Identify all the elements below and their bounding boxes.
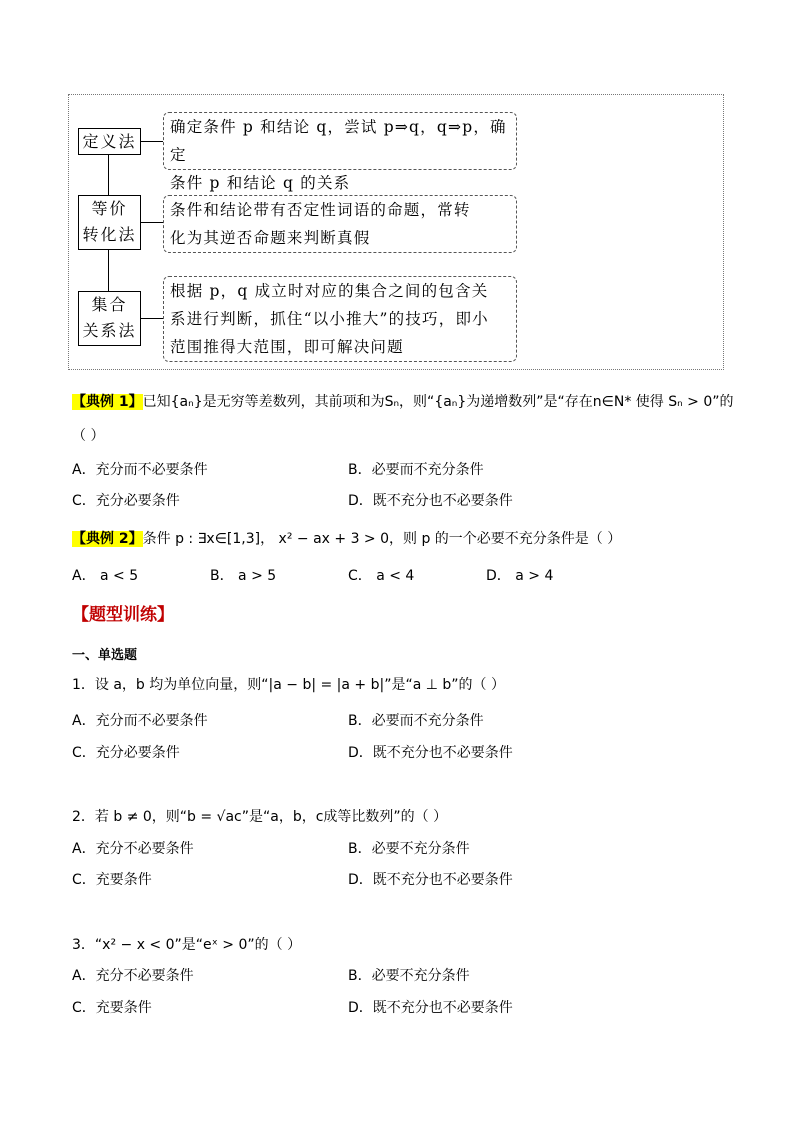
desc-line: 化为其逆否命题来判断真假 [170,229,371,247]
option-d: D．既不充分也不必要条件 [348,493,513,509]
option-a: A． a < 5 [72,568,139,584]
option-a: A．充分不必要条件 [72,841,194,857]
method-label-line: 关系法 [82,321,137,340]
option-d: D． a > 4 [486,568,554,584]
example-1-stem [72,392,734,412]
method-label-line: 等价 [91,199,128,218]
option-c: C．充分必要条件 [72,745,180,761]
desc-line: 根据 p，q 成立时对应的集合之间的包含关 [170,282,489,300]
desc-line: 范围推得大范围，即可解决问题 [170,338,404,356]
option-c: C．充分必要条件 [72,493,180,509]
method-label-line: 集合 [91,295,128,314]
desc-line: 确定条件 p 和结论 q，尝试 p⇒q，q⇒p，确定 [170,118,507,164]
option-b: B．必要而不充分条件 [348,462,484,478]
option-c: C．充要条件 [72,1000,152,1016]
option-c: C．充要条件 [72,872,152,888]
example-stem-text: 已知{aₙ}是无穷等差数列，其前项和为Sₙ，则“{aₙ}为递增数列”是“存在n∈N* 使得 Sₙ > 0”的 [142,394,734,410]
option-d: D．既不充分也不必要条件 [348,745,513,761]
option-b: B．必要不充分条件 [348,841,470,857]
desc-line: 条件 p 和结论 q 的关系 [170,174,351,192]
example-tag: 【典例 2】 [72,531,143,547]
answer-paren: （ ） [72,428,105,444]
question-1-stem: 1．设 a，b 均为单位向量，则“|a − b| = |a + b|”是“a ⊥ b”的（ ） [72,677,505,693]
option-d: D．既不充分也不必要条件 [348,1000,513,1016]
option-b: B．必要而不充分条件 [348,713,484,729]
example-tag: 【典例 1】 [72,394,143,410]
example-2-stem [72,529,621,549]
method-description-box [163,195,517,253]
desc-line: 系进行判断，抓住“以小推大”的技巧，即小 [170,310,489,328]
method-box-equivalence [78,195,141,250]
method-description-box [163,276,517,362]
option-b: B．必要不充分条件 [348,968,470,984]
option-c: C． a < 4 [348,568,415,584]
example-stem-text: 条件 p : ∃x∈[1,3]， x² − ax + 3 > 0，则 p 的一个必要不充分条件是（ ） [142,531,622,547]
section-title: 【题型训练】 [72,605,174,625]
question-3-stem: 3．“x² − x < 0”是“eˣ > 0”的（ ） [72,937,302,953]
option-a: A．充分而不必要条件 [72,462,208,478]
method-description-box [163,112,517,192]
connector-line [141,318,163,319]
option-d: D．既不充分也不必要条件 [348,872,513,888]
connector-line [141,141,163,142]
question-2-stem: 2．若 b ≠ 0，则“b = √ac”是“a，b，c成等比数列”的（ ） [72,809,448,825]
method-box-set-relation [78,291,141,346]
option-a: A．充分不必要条件 [72,968,194,984]
option-b: B． a > 5 [210,568,277,584]
method-label: 定义法 [82,132,137,151]
option-a: A．充分而不必要条件 [72,713,208,729]
method-box-definition [78,128,141,155]
section-subtitle: 一、单选题 [72,648,138,663]
method-label-line: 转化法 [82,225,137,244]
connector-line [141,222,163,223]
desc-line: 条件和结论带有否定性词语的命题，常转 [170,201,471,219]
